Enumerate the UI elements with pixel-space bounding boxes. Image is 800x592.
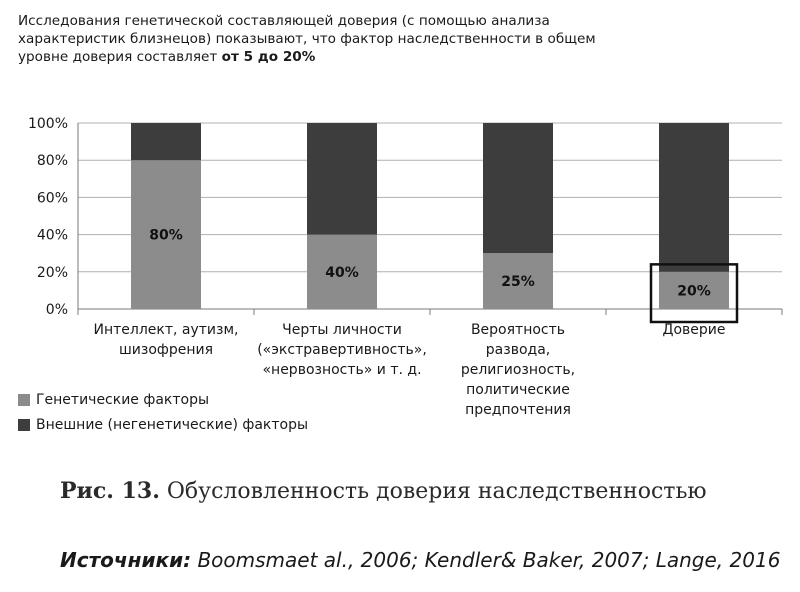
legend-label-genetic: Генетические факторы xyxy=(36,392,210,408)
category-label xyxy=(461,322,575,418)
legend-swatch-genetic xyxy=(18,394,30,406)
data-label: 20% xyxy=(677,283,711,300)
data-label: 40% xyxy=(325,264,359,281)
category-label-line: шизофрения xyxy=(118,342,214,358)
sources-text: Boomsmaet al., 2006; Kendler& Baker, 2007; Lange, 2016 xyxy=(197,548,781,572)
y-tick-label: 80% xyxy=(36,153,68,170)
category-label-line: политические xyxy=(466,382,570,398)
bar-external xyxy=(131,123,201,160)
sources-label: Источники: xyxy=(60,548,192,572)
category-label xyxy=(257,322,427,378)
category-label-line: развода, xyxy=(485,342,551,358)
legend-item-external xyxy=(18,417,308,433)
category-label xyxy=(663,322,726,338)
category-label-line: религиозность, xyxy=(460,362,576,378)
category-label-line: Черты личности xyxy=(282,322,402,338)
legend-swatch-external xyxy=(18,419,30,431)
y-tick-label: 100% xyxy=(27,116,68,132)
category-label-line: Доверие xyxy=(662,322,726,338)
category-label-line: Интеллект, аутизм, xyxy=(93,322,239,338)
bar-external xyxy=(483,123,553,253)
legend-label-external: Внешние (негенетические) факторы xyxy=(36,417,309,433)
bar-external xyxy=(307,123,377,235)
y-tick-label: 0% xyxy=(45,302,68,318)
data-label: 25% xyxy=(501,274,535,291)
category-label xyxy=(94,322,239,358)
y-tick-label: 20% xyxy=(36,264,68,281)
bar-external xyxy=(659,123,729,272)
sources-line xyxy=(60,548,780,572)
category-label-line: («экстравертивность», xyxy=(257,342,427,358)
stacked-bar-chart xyxy=(0,110,800,430)
intro-text xyxy=(18,12,618,66)
category-label-line: предпочтения xyxy=(465,402,571,418)
category-label-line: Вероятность xyxy=(470,322,566,338)
intro-bold: от 5 до 20% xyxy=(221,49,316,65)
caption-label: Рис. 13. xyxy=(60,478,160,504)
y-tick-label: 60% xyxy=(36,190,68,207)
data-label: 80% xyxy=(149,227,183,244)
category-label-line: «нервозность» и т. д. xyxy=(262,362,422,378)
figure-caption xyxy=(60,478,707,504)
legend-item-genetic xyxy=(18,392,209,408)
caption-text: Обусловленность доверия наследственностью xyxy=(166,479,707,504)
y-tick-label: 40% xyxy=(36,227,68,244)
intro-plain: Исследования генетической составляющей доверия (с помощью анализа характеристик близнецов) показывают, что фактор наследственности в общем уровне доверия составляет xyxy=(18,13,596,65)
